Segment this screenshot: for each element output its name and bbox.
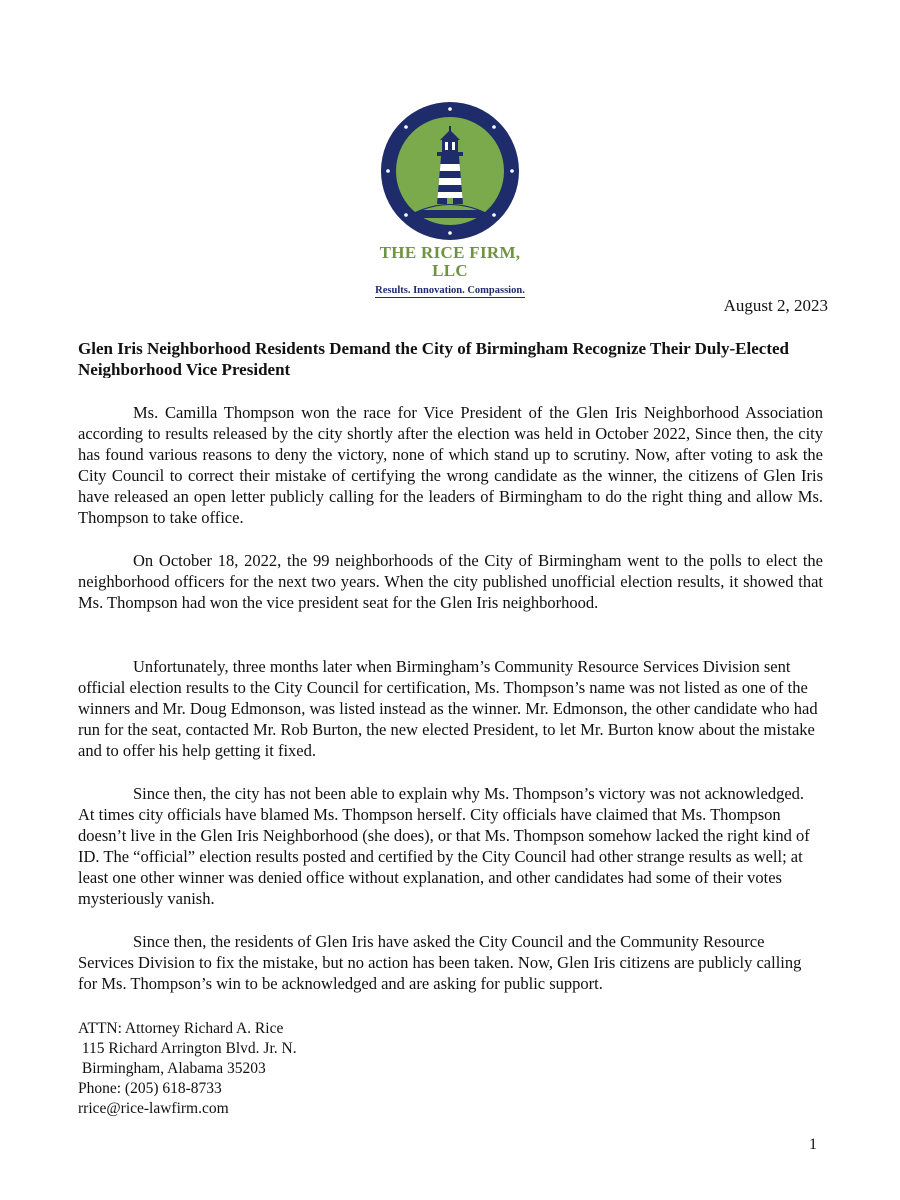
body-paragraph-3: Unfortunately, three months later when Birmingham’s Community Resource Services Division sent official election results to the City Council for certification, Ms. Thompson’s name was not listed as one of the winners and Mr. Doug Edmonson, was listed instead as the winner. Mr. Edmonson, the other candidate who had run for the seat, contacted Mr. Rob Burton, the new elected President, to let Mr. Burton know about the mistake and to offer his help getting it fixed. bbox=[78, 657, 818, 760]
firm-name: THE RICE FIRM, LLC bbox=[379, 243, 521, 280]
page-number: 1 bbox=[809, 1136, 817, 1153]
contact-phone: Phone: (205) 618-8733 bbox=[78, 1080, 222, 1097]
firm-tagline: Results. Innovation. Compassion. bbox=[375, 285, 525, 296]
body-paragraph-2: On October 18, 2022, the 99 neighborhoods of the City of Birmingham went to the polls to elect the neighborhood officers for the next two years. When the city published unofficial election results, it showed that Ms. Thompson had won the vice president seat for the Glen Iris neighborhood. bbox=[78, 551, 823, 612]
contact-address-line-2: Birmingham, Alabama 35203 bbox=[78, 1060, 266, 1077]
contact-attn: ATTN: Attorney Richard A. Rice bbox=[78, 1020, 284, 1037]
contact-email[interactable]: rrice@rice-lawfirm.com bbox=[78, 1100, 229, 1117]
lighthouse-icon bbox=[375, 100, 525, 242]
body-paragraph-5: Since then, the residents of Glen Iris have asked the City Council and the Community Resource Services Division to fix the mistake, but no action has been taken. Now, Glen Iris citizens are publicly calling for Ms. Thompson’s win to be acknowledged and are asking for public support. bbox=[78, 932, 802, 993]
body-paragraph-1: Ms. Camilla Thompson won the race for Vice President of the Glen Iris Neighborhood Association according to results released by the city shortly after the election was held in October 2022, Since then, the city has found various reasons to deny the victory, none of which stand up to scrutiny. Now, after voting to ask the City Council to correct their mistake of certifying the wrong candidate as the winner, the citizens of Glen Iris have released an open letter publicly calling for the leaders of Birmingham to do the right thing and allow Ms. Thompson to take office. bbox=[78, 403, 823, 527]
body-paragraph-4: Since then, the city has not been able to explain why Ms. Thompson’s victory was not acknowledged. At times city officials have blamed Ms. Thompson herself. City officials have claimed that Ms. Thompson doesn’t live in the Glen Iris Neighborhood (she does), or that Ms. Thompson somehow lacked the right kind of ID. The “official” election results posted and certified by the City Council had other strange results as well; at least one other winner was denied office without explanation, and other candidates had some of their votes mysteriously vanish. bbox=[78, 784, 810, 908]
press-release-headline: Glen Iris Neighborhood Residents Demand the City of Birmingham Recognize Their Duly-Elected Neighborhood Vice President bbox=[78, 339, 789, 378]
contact-address-line-1: 115 Richard Arrington Blvd. Jr. N. bbox=[78, 1040, 297, 1057]
document-date: August 2, 2023 bbox=[723, 296, 828, 315]
firm-logo bbox=[360, 100, 540, 298]
contact-block bbox=[78, 1019, 297, 1119]
